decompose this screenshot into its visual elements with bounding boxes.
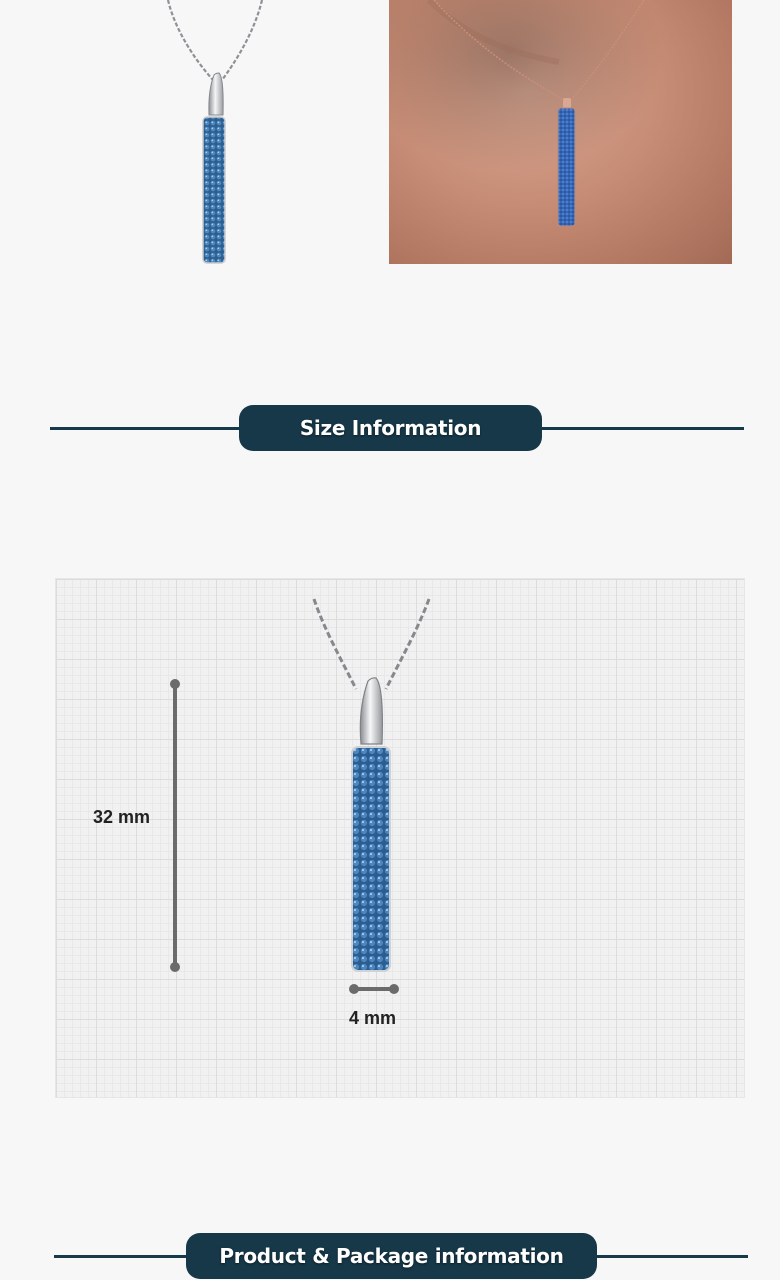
model-photo bbox=[389, 0, 732, 264]
worn-pendant-image bbox=[389, 0, 732, 264]
height-dimension-label: 32 mm bbox=[93, 807, 151, 827]
pendant-bar bbox=[352, 747, 390, 971]
size-diagram bbox=[55, 578, 745, 1098]
product-photo bbox=[0, 0, 390, 265]
product-package-header bbox=[0, 1233, 780, 1280]
size-information-header bbox=[0, 405, 780, 453]
pendant-bail bbox=[360, 678, 382, 744]
size-diagram-drawing bbox=[56, 579, 746, 1099]
product-package-title: Product & Package information bbox=[186, 1233, 597, 1279]
pendant-image bbox=[0, 0, 390, 265]
height-measure-line bbox=[170, 679, 180, 972]
size-information-title: Size Information bbox=[239, 405, 542, 451]
width-measure-line bbox=[349, 984, 399, 994]
width-dimension-label: 4 mm bbox=[349, 1008, 397, 1028]
chain-left bbox=[314, 599, 356, 689]
chain-right bbox=[386, 599, 429, 689]
